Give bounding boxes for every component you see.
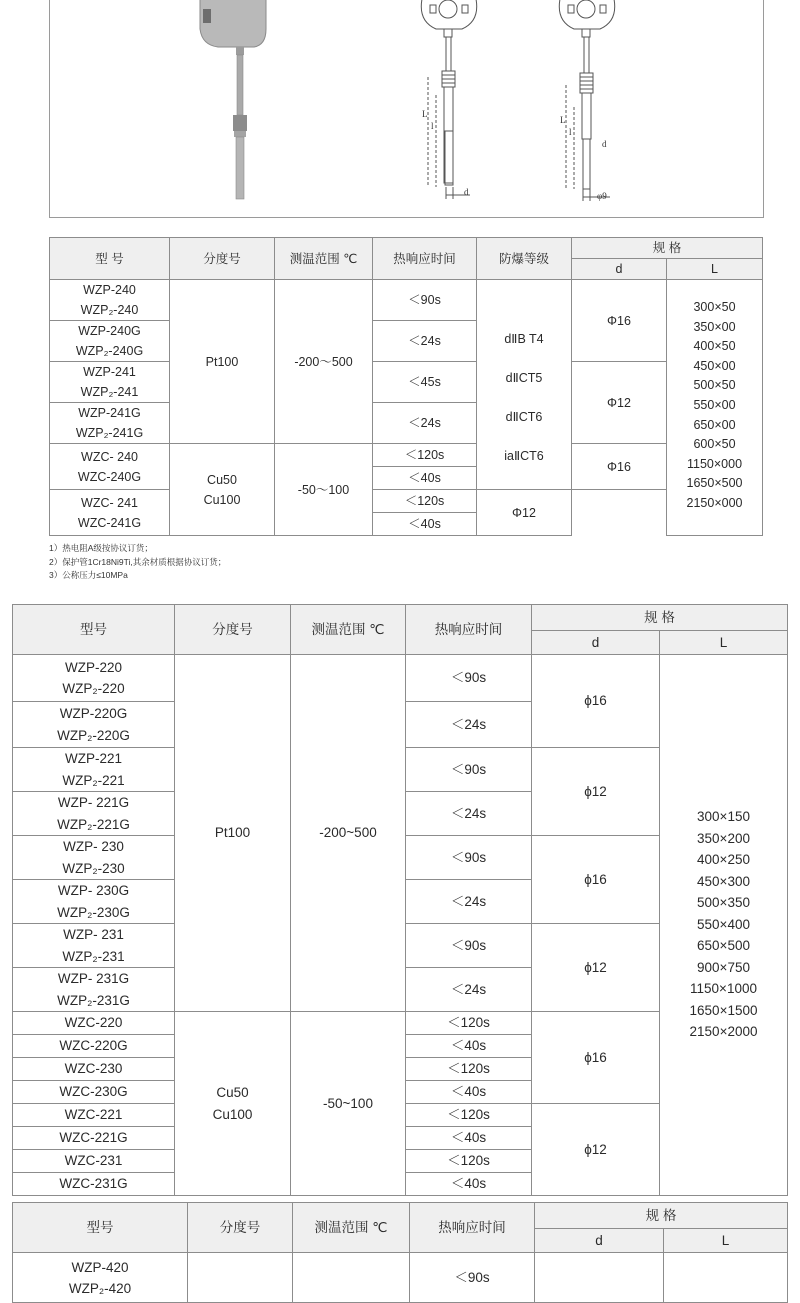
range-cell: -50～100	[275, 444, 373, 536]
note-item: 1）热电阻A级按协议订货；	[49, 543, 153, 553]
spec-table-2	[12, 604, 788, 1196]
model-cell: WZP-220 WZP₂-220	[13, 655, 175, 702]
header-d: d	[572, 259, 667, 280]
L-cell	[664, 1253, 788, 1303]
header-model: 型号	[13, 1203, 188, 1253]
header-response: 热响应时间	[373, 238, 477, 280]
range-cell: -50~100	[291, 1012, 406, 1196]
model-cell: WZP-240G WZP₂-240G	[50, 321, 170, 362]
header-range: 测温范围 ℃	[291, 605, 406, 655]
d-cell: Φ16	[572, 280, 667, 362]
graduation-cell: Cu50 Cu100	[175, 1012, 291, 1196]
dim-label: L	[560, 115, 566, 125]
d-cell	[535, 1253, 664, 1303]
header-spec: 规 格	[572, 238, 763, 259]
model-cell: WZC-230G	[13, 1081, 175, 1104]
spec-table-3	[12, 1202, 788, 1303]
header-spec: 规 格	[532, 605, 788, 631]
model-cell: WZC-220G	[13, 1035, 175, 1058]
model-cell: WZP-420 WZP₂-420	[13, 1253, 188, 1303]
header-response: 热响应时间	[410, 1203, 535, 1253]
range-cell: -200～500	[275, 280, 373, 444]
model-cell: WZC-230	[13, 1058, 175, 1081]
model-cell: WZC-231	[13, 1150, 175, 1173]
model-cell: WZP- 231G WZP₂-231G	[13, 968, 175, 1012]
L-cell: 300×150 350×200 400×250 450×300 500×350 550×400 650×500 900×750 1150×1000 1650×1500 2150×2000	[660, 655, 788, 1196]
response-cell: ＜90s	[410, 1253, 535, 1303]
model-cell: WZP- 221G WZP₂-221G	[13, 792, 175, 836]
header-response: 热响应时间	[406, 605, 532, 655]
model-cell: WZC-221	[13, 1104, 175, 1127]
model-cell: WZC- 240 WZC-240G	[50, 444, 170, 490]
response-cell: ＜40s	[406, 1035, 532, 1058]
response-cell: ＜24s	[373, 403, 477, 444]
model-cell: WZP- 230G WZP₂-230G	[13, 880, 175, 924]
response-cell: ＜120s	[406, 1058, 532, 1081]
d-cell: Φ12	[477, 490, 572, 536]
response-cell: ＜40s	[373, 467, 477, 490]
note-item: 3）公称压力≤10MPa	[49, 570, 128, 580]
header-L: L	[660, 631, 788, 655]
dimension-drawing-1	[421, 0, 476, 199]
d-cell: ϕ12	[532, 1104, 660, 1196]
explosion-cell: dⅡB T4 dⅡCT5 dⅡCT6 iaⅡCT6	[477, 280, 572, 490]
response-cell: ＜120s	[406, 1012, 532, 1035]
header-graduation: 分度号	[175, 605, 291, 655]
model-cell: WZP-241 WZP₂-241	[50, 362, 170, 403]
L-cell: 300×50 350×00 400×50 450×00 500×50 550×00 650×00 600×50 1150×000 1650×500 2150×000	[667, 280, 763, 536]
graduation-cell: Pt100	[175, 655, 291, 1012]
d-cell: ϕ16	[532, 836, 660, 924]
response-cell: ＜40s	[406, 1127, 532, 1150]
response-cell: ＜120s	[373, 444, 477, 467]
dim-label: φ9	[597, 191, 607, 201]
model-cell: WZC-220	[13, 1012, 175, 1035]
notes	[49, 542, 226, 583]
header-model: 型 号	[50, 238, 170, 280]
dim-label: d	[464, 187, 469, 197]
response-cell: ＜24s	[373, 321, 477, 362]
model-cell: WZP-241G WZP₂-241G	[50, 403, 170, 444]
response-cell: ＜40s	[406, 1081, 532, 1104]
graduation-cell: Cu50 Cu100	[170, 444, 275, 536]
d-cell: ϕ12	[532, 748, 660, 836]
model-cell: WZC-221G	[13, 1127, 175, 1150]
response-cell: ＜24s	[406, 968, 532, 1012]
d-cell: ϕ12	[532, 924, 660, 1012]
header-d: d	[535, 1229, 664, 1253]
note-item: 2）保护管1Cr18Ni9Ti,其余材质根据协议订货；	[49, 556, 227, 567]
header-L: L	[667, 259, 763, 280]
model-cell: WZC-231G	[13, 1173, 175, 1196]
model-cell: WZP-221 WZP₂-221	[13, 748, 175, 792]
header-model: 型号	[13, 605, 175, 655]
header-L: L	[664, 1229, 788, 1253]
response-cell: ＜120s	[406, 1104, 532, 1127]
model-cell: WZP- 230 WZP₂-230	[13, 836, 175, 880]
dim-label: L	[422, 109, 428, 119]
response-cell: ＜40s	[373, 513, 477, 536]
header-graduation: 分度号	[170, 238, 275, 280]
response-cell: ＜120s	[406, 1150, 532, 1173]
response-cell: ＜24s	[406, 880, 532, 924]
header-range: 测温范围 ℃	[275, 238, 373, 280]
response-cell: ＜90s	[373, 280, 477, 321]
dim-label: l	[431, 121, 434, 131]
model-cell: WZP-220G WZP₂-220G	[13, 702, 175, 748]
d-cell: Φ12	[572, 362, 667, 444]
header-graduation: 分度号	[188, 1203, 293, 1253]
d-cell: ϕ16	[532, 1012, 660, 1104]
d-cell: ϕ16	[532, 655, 660, 748]
dimension-drawing-2	[559, 0, 614, 201]
response-cell: ＜40s	[406, 1173, 532, 1196]
dim-label: l	[569, 127, 572, 137]
response-cell: ＜90s	[406, 655, 532, 702]
model-cell: WZP-240 WZP₂-240	[50, 280, 170, 321]
response-cell: ＜90s	[406, 748, 532, 792]
range-cell	[293, 1253, 410, 1303]
header-spec: 规 格	[535, 1203, 788, 1229]
response-cell: ＜90s	[406, 836, 532, 880]
response-cell: ＜45s	[373, 362, 477, 403]
thermometer-drawings	[50, 0, 763, 217]
graduation-cell	[188, 1253, 293, 1303]
range-cell: -200~500	[291, 655, 406, 1012]
response-cell: ＜24s	[406, 702, 532, 748]
response-cell: ＜90s	[406, 924, 532, 968]
response-cell: ＜24s	[406, 792, 532, 836]
d-cell: Φ16	[572, 444, 667, 490]
thermometer-photo	[200, 0, 266, 199]
spec-table-1	[49, 237, 763, 536]
product-figure	[49, 0, 764, 218]
header-range: 测温范围 ℃	[293, 1203, 410, 1253]
header-explosion: 防爆等级	[477, 238, 572, 280]
response-cell: ＜120s	[373, 490, 477, 513]
header-d: d	[532, 631, 660, 655]
dim-label: d	[602, 139, 607, 149]
model-cell: WZP- 231 WZP₂-231	[13, 924, 175, 968]
graduation-cell: Pt100	[170, 280, 275, 444]
model-cell: WZC- 241 WZC-241G	[50, 490, 170, 536]
